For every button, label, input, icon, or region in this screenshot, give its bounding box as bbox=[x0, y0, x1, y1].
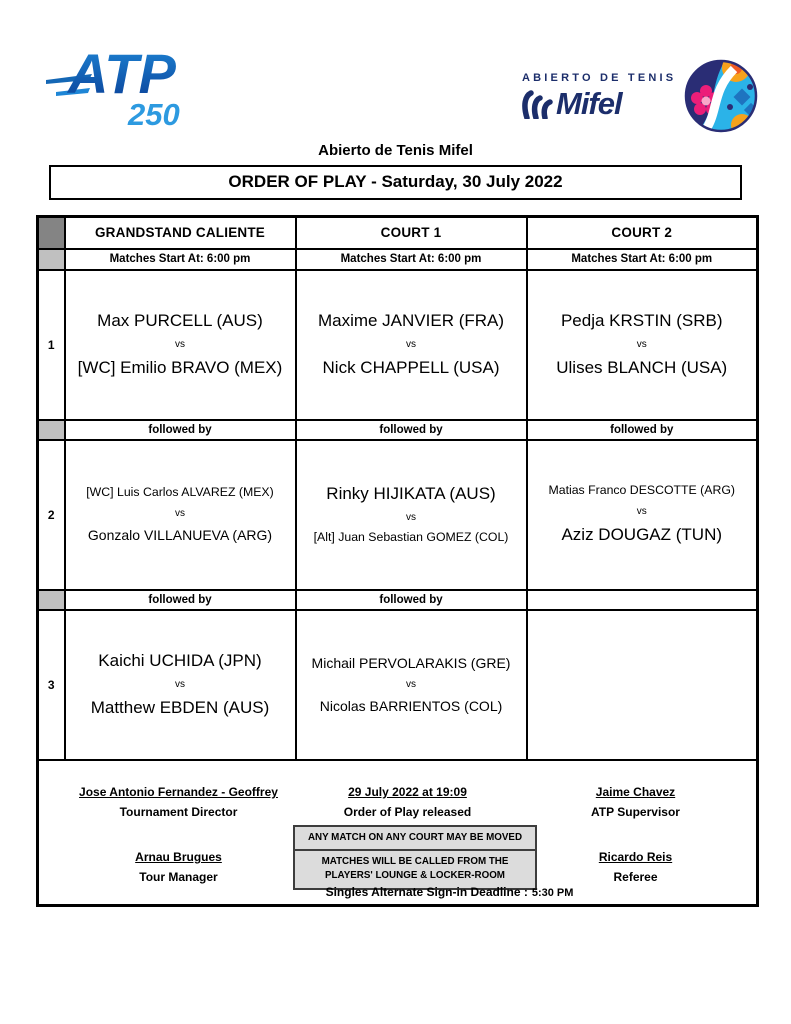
notice-called-text: MATCHES WILL BE CALLED FROM THE PLAYERS' LOUNGE & LOCKER-ROOM bbox=[295, 849, 535, 887]
start-time-spacer bbox=[38, 249, 65, 270]
match-cell bbox=[65, 610, 296, 760]
officials-footer-row bbox=[38, 760, 758, 906]
player-name: Aziz DOUGAZ (TUN) bbox=[561, 524, 723, 544]
followed-by-label: followed by bbox=[296, 590, 527, 610]
player-name: Matthew EBDEN (AUS) bbox=[90, 698, 270, 717]
player-name: Nicolas BARRIENTOS (COL) bbox=[319, 698, 503, 714]
player-name: Gonzalo VILLANUEVA (ARG) bbox=[87, 526, 273, 543]
vs-label: vs bbox=[175, 339, 185, 350]
officials-left bbox=[64, 782, 293, 890]
match-cell-empty bbox=[527, 610, 758, 760]
player-name: Kaichi UCHIDA (JPN) bbox=[98, 650, 262, 670]
followed-by-label: followed by bbox=[527, 420, 758, 440]
match-cell bbox=[527, 440, 758, 590]
player-name: Nick CHAPPELL (USA) bbox=[322, 358, 500, 377]
match-cell bbox=[296, 610, 527, 760]
player-name: [WC] Emilio BRAVO (MEX) bbox=[77, 358, 283, 377]
official-role: Tour Manager bbox=[139, 869, 218, 884]
page-header bbox=[0, 0, 791, 142]
followed-by-label: followed by bbox=[65, 420, 296, 440]
start-time-row bbox=[38, 249, 758, 270]
mifel-m-icon bbox=[522, 89, 556, 119]
match-cell bbox=[65, 270, 296, 420]
player-name: Rinky HIJIKATA (AUS) bbox=[326, 483, 496, 503]
atp-tier-250: 250 bbox=[128, 97, 180, 130]
start-time: Matches Start At: 6:00 pm bbox=[527, 249, 758, 270]
officials-right bbox=[522, 782, 749, 890]
vs-label: vs bbox=[175, 679, 185, 690]
signin-deadline bbox=[39, 885, 756, 899]
release-label: Order of Play released bbox=[343, 804, 472, 819]
vs-label: vs bbox=[406, 679, 416, 690]
release-date: 29 July 2022 at 19:09 bbox=[348, 784, 467, 799]
official-name: Ricardo Reis bbox=[598, 849, 673, 864]
official-name: Arnau Brugues bbox=[135, 849, 222, 864]
court-header-row bbox=[38, 217, 758, 249]
court-header-court1: COURT 1 bbox=[296, 217, 527, 249]
match-cell bbox=[296, 270, 527, 420]
followed-by-label: followed by bbox=[296, 420, 527, 440]
officials-grid bbox=[39, 775, 756, 890]
vs-label: vs bbox=[175, 507, 185, 519]
match-number: 1 bbox=[38, 270, 65, 420]
official-name: Jaime Chavez bbox=[595, 784, 676, 799]
signin-deadline-label: Singles Alternate Sign-in Deadline : bbox=[325, 885, 528, 899]
notice-move-text: ANY MATCH ON ANY COURT MAY BE MOVED bbox=[295, 827, 535, 849]
player-name: Maxime JANVIER (FRA) bbox=[317, 310, 505, 330]
player-name: Max PURCELL (AUS) bbox=[97, 310, 263, 330]
mifel-wordmark bbox=[522, 72, 676, 119]
followed-by-spacer bbox=[38, 590, 65, 610]
mifel-tagline: ABIERTO DE TENIS bbox=[522, 72, 677, 84]
match-row-2 bbox=[38, 440, 758, 590]
court-header-court2: COURT 2 bbox=[527, 217, 758, 249]
followed-by-label: followed by bbox=[65, 590, 296, 610]
corner-cell bbox=[38, 217, 65, 249]
vs-label: vs bbox=[406, 339, 416, 350]
match-row-3 bbox=[38, 610, 758, 760]
player-name: Pedja KRSTIN (SRB) bbox=[560, 310, 723, 330]
official-role: Tournament Director bbox=[119, 804, 238, 819]
schedule-table bbox=[36, 215, 759, 907]
player-name: Michail PERVOLARAKIS (GRE) bbox=[311, 654, 511, 671]
followed-by-row-2 bbox=[38, 590, 758, 610]
vs-label: vs bbox=[636, 505, 647, 517]
start-time: Matches Start At: 6:00 pm bbox=[296, 249, 527, 270]
atp-250-logo bbox=[46, 30, 221, 130]
start-time: Matches Start At: 6:00 pm bbox=[65, 249, 296, 270]
mifel-ball-icon bbox=[684, 59, 758, 133]
match-number: 3 bbox=[38, 610, 65, 760]
match-cell bbox=[65, 440, 296, 590]
mifel-brand-text: Mifel bbox=[556, 86, 622, 121]
official-role: ATP Supervisor bbox=[591, 804, 680, 819]
followed-by-row-1 bbox=[38, 420, 758, 440]
atp-wordmark: ATP bbox=[68, 42, 176, 105]
vs-label: vs bbox=[406, 512, 416, 524]
match-row-1 bbox=[38, 270, 758, 420]
official-role: Referee bbox=[613, 869, 658, 884]
tournament-title: Abierto de Tenis Mifel bbox=[318, 142, 473, 159]
player-name: Ulises BLANCH (USA) bbox=[556, 358, 728, 377]
followed-by-label bbox=[527, 590, 758, 610]
mifel-logo bbox=[522, 48, 760, 143]
order-of-play-title: ORDER OF PLAY - Saturday, 30 July 2022 bbox=[49, 165, 742, 200]
court-header-grandstand: GRANDSTAND CALIENTE bbox=[65, 217, 296, 249]
vs-label: vs bbox=[636, 339, 647, 350]
officials-footer-cell bbox=[38, 760, 758, 906]
official-name: Jose Antonio Fernandez - Geoffrey bbox=[79, 784, 278, 799]
signin-deadline-time: 5:30 PM bbox=[531, 887, 574, 899]
player-name: [Alt] Juan Sebastian GOMEZ (COL) bbox=[313, 530, 509, 545]
player-name: [WC] Luis Carlos ALVAREZ (MEX) bbox=[86, 484, 274, 499]
match-number: 2 bbox=[38, 440, 65, 590]
match-cell bbox=[296, 440, 527, 590]
notice-box bbox=[293, 825, 537, 890]
player-name: Matias Franco DESCOTTE (ARG) bbox=[548, 482, 736, 497]
followed-by-spacer bbox=[38, 420, 65, 440]
match-cell bbox=[527, 270, 758, 420]
release-info bbox=[293, 782, 522, 890]
